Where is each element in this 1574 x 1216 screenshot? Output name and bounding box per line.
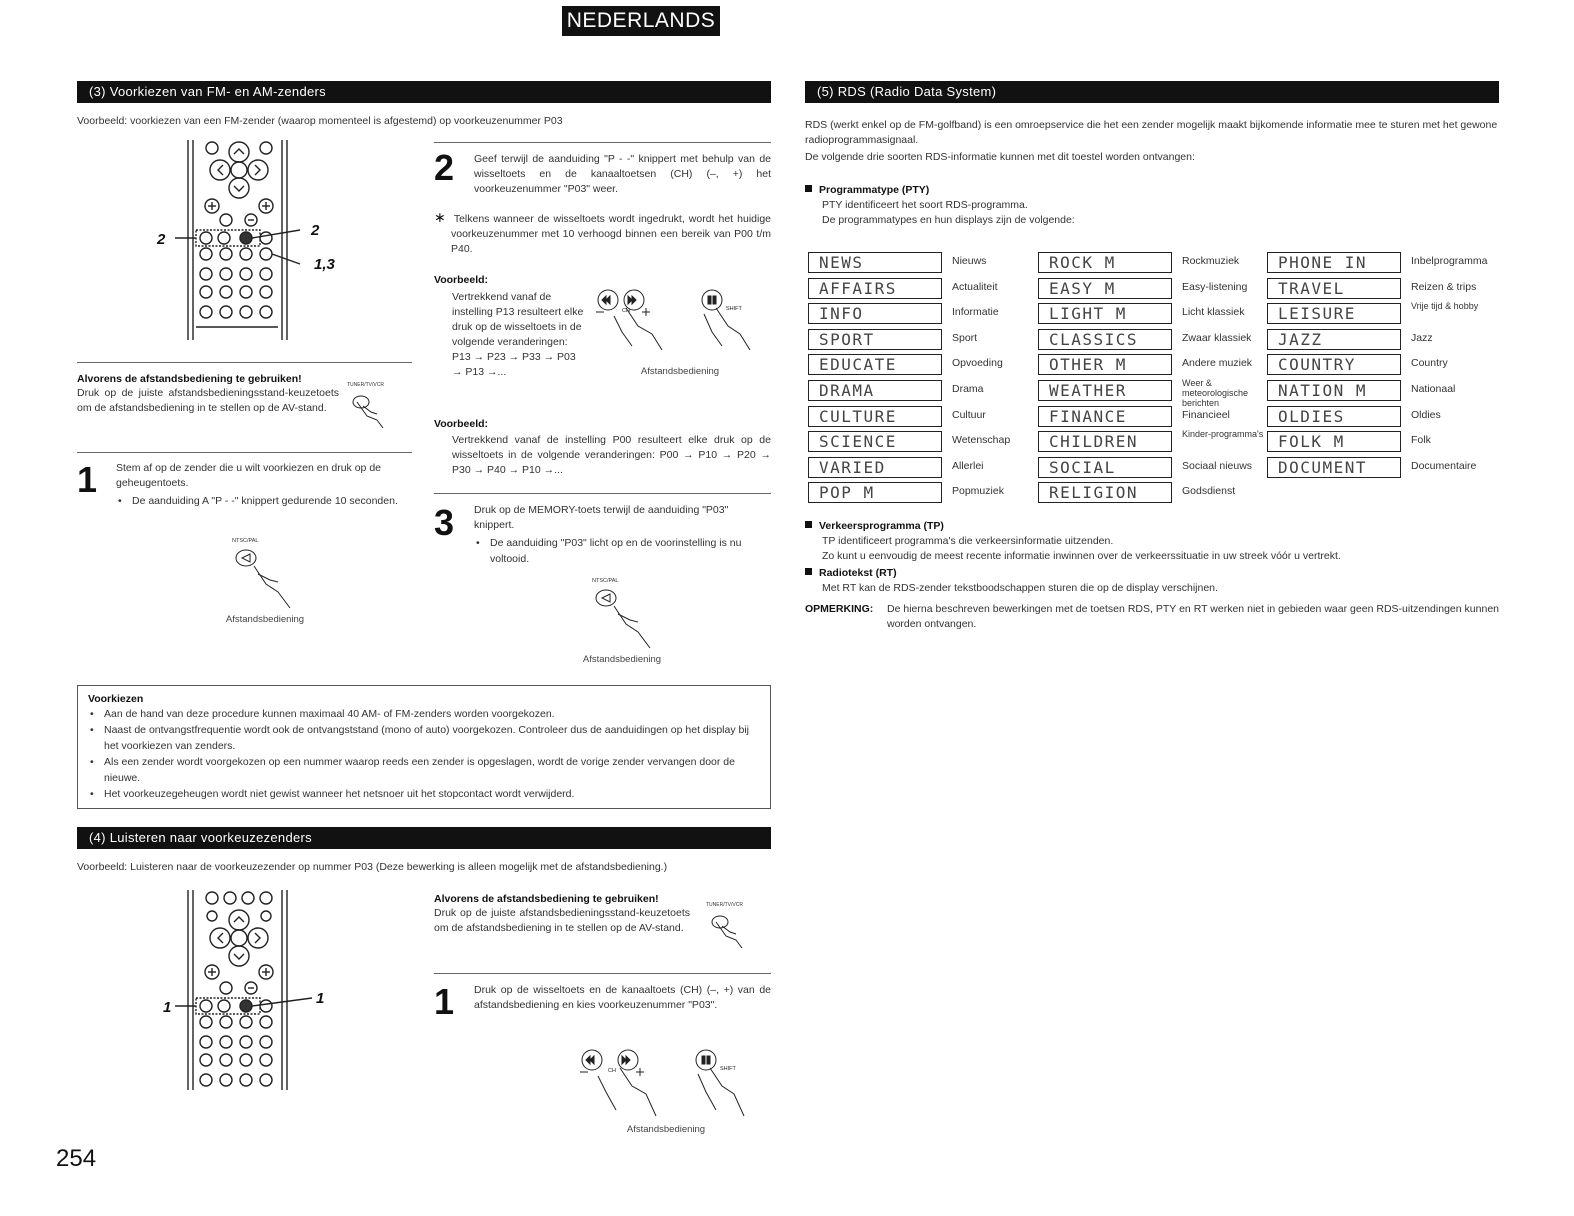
section-5-title: (5) RDS (Radio Data System) — [805, 81, 1499, 103]
pty-display: CULTURE — [808, 406, 942, 427]
memo-button-label: NTSC/PAL — [232, 538, 259, 544]
before-remote-title: Alvorens de afstandsbediening te gebruiken! — [77, 373, 302, 385]
callout-left: 1 — [163, 999, 172, 1016]
divider — [434, 973, 771, 974]
rt-title: Radiotekst (RT) — [819, 567, 897, 579]
step-1-number: 1 — [77, 459, 98, 500]
step-3-bullets — [474, 535, 771, 567]
rds-intro-2: De volgende drie soorten RDS-informatie kunnen met dit toestel worden ontvangen: — [805, 151, 1195, 163]
pty-row — [1267, 303, 1497, 325]
step-3-text: Druk op de MEMORY-toets terwijl de aanduiding "P03" knippert. — [474, 504, 729, 531]
pty-row — [1038, 354, 1268, 376]
pty-row — [808, 457, 1038, 479]
pty-row — [808, 406, 1038, 428]
step-3-number: 3 — [434, 502, 455, 543]
tuner-button-icon — [347, 382, 387, 432]
pty-row — [808, 431, 1038, 453]
tp-title: Verkeersprogramma (TP) — [819, 520, 944, 532]
language-tab: NEDERLANDS — [562, 6, 720, 36]
pty-row — [808, 482, 1038, 504]
pty-label: Easy-listening — [1182, 280, 1248, 293]
pty-display: OLDIES — [1267, 406, 1401, 427]
pty-row — [808, 354, 1038, 376]
pty-label: Andere muziek — [1182, 357, 1253, 370]
step-1-caption: Afstandsbediening — [225, 614, 305, 625]
pty-row — [1038, 406, 1268, 428]
pty-display: LIGHT M — [1038, 303, 1172, 324]
pty-row — [1267, 457, 1497, 479]
voorkiezen-note-box — [77, 685, 771, 809]
remote-control-icon — [150, 140, 370, 350]
step-2-text: Geef terwijl de aanduiding "P - -" knippert met behulp van de wisseltoets en de kanaaltoetsen (CH) (–, +) het voorkeuzenummer "P03" weer. — [474, 153, 771, 195]
pty-display: VARIED — [808, 457, 942, 478]
pty-row — [1267, 252, 1497, 274]
pty-row — [808, 303, 1038, 325]
remote-control-icon — [150, 890, 370, 1090]
callout-right: 1 — [316, 990, 325, 1007]
pty-label: Opvoeding — [952, 357, 1003, 370]
step-3-caption: Afstandsbediening — [582, 654, 662, 665]
section-3-title: (3) Voorkiezen van FM- en AM-zenders — [77, 81, 771, 103]
pty-label: Kinder-programma's — [1182, 429, 1264, 440]
pty-label: Actualiteit — [952, 280, 998, 293]
pty-heading — [805, 183, 1499, 228]
step-1-caption: Afstandsbediening — [626, 1124, 706, 1135]
pty-display: ROCK M — [1038, 252, 1172, 273]
divider — [77, 362, 412, 363]
ch-label: CH — [622, 308, 630, 314]
square-bullet-icon — [805, 185, 812, 192]
pty-display: NEWS — [808, 252, 942, 273]
voorkiezen-list — [88, 706, 760, 802]
pty-row — [808, 278, 1038, 300]
example-1-title: Voorbeeld: — [434, 274, 489, 286]
pty-row — [1267, 380, 1497, 402]
remote-illustration — [150, 140, 370, 350]
example-2-text: Vertrekkend vanaf de instelling P00 resulteert elke druk op de wisseltoets in de volgende veranderingen: P00 → P10 → P20 → P30 → P40 → P10 →... — [452, 434, 771, 476]
asterisk-icon: ∗ — [434, 209, 446, 225]
pty-row — [1038, 431, 1268, 453]
pty-row — [1267, 431, 1497, 453]
pty-display: RELIGION — [1038, 482, 1172, 503]
pty-display: POP M — [808, 482, 942, 503]
pty-display: PHONE IN — [1267, 252, 1401, 273]
pty-label: Drama — [952, 383, 984, 395]
before-remote-note — [434, 892, 704, 936]
pty-label: Folk — [1411, 434, 1431, 447]
ch-label: CH — [608, 1068, 616, 1074]
voorkiezen-title: Voorkiezen — [88, 693, 144, 705]
example-1-text: Vertrekkend vanaf de instelling P13 resulteert elke druk op de wisseltoets in de volgende veranderingen: P13 → P23 → P33 → P03 → P13 →... — [452, 291, 584, 378]
callout-right-bottom: 1,3 — [314, 256, 335, 273]
pty-display: TRAVEL — [1267, 278, 1401, 299]
callout-left: 2 — [157, 231, 166, 248]
rds-intro-1: RDS (werkt enkel op de FM-golfband) is een omroepservice die het een zender mogelijk maakt bijkomende informatie mee te sturen met het gewone radioprogrammasignaal. — [805, 119, 1498, 146]
pty-display: NATION M — [1267, 380, 1401, 401]
pty-title: Programmatype (PTY) — [819, 184, 930, 196]
step-1-number: 1 — [434, 981, 455, 1022]
pty-row — [1038, 252, 1268, 274]
memo-button-icon — [592, 578, 662, 652]
pty-display: FINANCE — [1038, 406, 1172, 427]
pty-label: Vrije tijd & hobby — [1411, 301, 1479, 312]
pty-row — [808, 329, 1038, 351]
tuner-button-label: TUNER/TV/VCR — [347, 382, 384, 388]
pty-row — [1038, 278, 1268, 300]
pty-label: Cultuur — [952, 408, 986, 421]
pty-row — [1038, 457, 1268, 479]
tuner-button-label: TUNER/TV/VCR — [706, 902, 743, 908]
before-remote-text: Druk op de juiste afstandsbedieningsstand-keuzetoets om de afstandsbediening in te stellen op de AV-stand. — [434, 907, 690, 934]
section-4-title: (4) Luisteren naar voorkeuzezenders — [77, 827, 771, 849]
pty-label: Sociaal nieuws — [1182, 459, 1253, 472]
remote-illustration — [150, 890, 370, 1090]
square-bullet-icon — [805, 568, 812, 575]
pty-label: Jazz — [1411, 331, 1433, 344]
pty-display: OTHER M — [1038, 354, 1172, 375]
step-2-asterisk-text: Telkens wanneer de wisseltoets wordt ingedrukt, wordt het huidige voorkeuzenummer met 10 verhoogd binnen een bereik van P00 t/m P40. — [451, 213, 771, 255]
pty-label: Allerlei — [952, 459, 984, 472]
tp-section — [805, 519, 1499, 596]
list-item: • Aan de hand van deze procedure kunnen maximaal 40 AM- of FM-zenders worden voorgekozen. — [88, 706, 760, 722]
memo-button-icon — [232, 538, 302, 612]
pty-label: Country — [1411, 357, 1448, 370]
pty-label: Informatie — [952, 306, 999, 319]
pty-label: Documentaire — [1411, 459, 1477, 472]
pty-display: AFFAIRS — [808, 278, 942, 299]
pty-label: Weer & meteorologische berichten — [1182, 378, 1249, 408]
pty-display: SCIENCE — [808, 431, 942, 452]
pty-display: WEATHER — [1038, 380, 1172, 401]
pty-display: DOCUMENT — [1267, 457, 1401, 478]
page-number: 254 — [56, 1145, 97, 1172]
pty-row — [1267, 278, 1497, 300]
divider — [77, 452, 412, 453]
step-1-text: Druk op de wisseltoets en de kanaaltoets (CH) (–, +) van de afstandsbediening en kies voorkeuzenummer "P03". — [474, 984, 771, 1011]
rt-line-1: Met RT kan de RDS-zender tekstboodschappen sturen die op de display verschijnen. — [822, 582, 1218, 594]
step-1-bullet: • De aanduiding A "P - -" knippert gedurende 10 seconden. — [116, 493, 412, 509]
pty-label: Inbelprogramma — [1411, 255, 1488, 267]
section-3-intro: Voorbeeld: voorkiezen van een FM-zender (waarop momenteel is afgestemd) op voorkeuzenummer P03 — [77, 115, 563, 127]
divider — [434, 142, 771, 143]
pty-display: EDUCATE — [808, 354, 942, 375]
pty-display: FOLK M — [1267, 431, 1401, 452]
step-2-number: 2 — [434, 147, 455, 188]
pty-row — [1038, 482, 1268, 504]
pty-row — [1267, 354, 1497, 376]
pty-row — [1267, 406, 1497, 428]
pty-label: Zwaar klassiek — [1182, 331, 1252, 344]
square-bullet-icon — [805, 521, 812, 528]
step-2-asterisk-note — [434, 210, 771, 257]
pty-row — [1267, 329, 1497, 351]
tp-line-2: Zo kunt u eenvoudig de meest recente informatie inwinnen over de verkeerssituatie in uw streek vóór u vertrekt. — [822, 550, 1341, 562]
pty-label: Reizen & trips — [1411, 280, 1477, 293]
pty-display: CHILDREN — [1038, 431, 1172, 452]
pty-display: LEISURE — [1267, 303, 1401, 324]
pty-label: Financieel — [1182, 408, 1230, 421]
pty-label: Licht klassiek — [1182, 306, 1245, 319]
pty-display: SOCIAL — [1038, 457, 1172, 478]
pty-display: COUNTRY — [1267, 354, 1401, 375]
section-4-intro: Voorbeeld: Luisteren naar de voorkeuzezender op nummer P03 (Deze bewerking is alleen mogelijk met de afstandsbediening.) — [77, 861, 668, 873]
shift-label: SHIFT — [726, 306, 742, 312]
step-1-bullets — [116, 493, 412, 509]
pty-label: Sport — [952, 331, 978, 344]
tuner-button-icon — [706, 902, 746, 952]
pty-label: Rockmuziek — [1182, 255, 1240, 267]
pty-line-1: PTY identificeert het soort RDS-programma. — [822, 199, 1028, 211]
pty-display: SPORT — [808, 329, 942, 350]
list-item: • Als een zender wordt voorgekozen op een nummer waarop reeds een zender is opgeslagen, wordt de vorige zender vervangen door de nieuwe. — [88, 754, 760, 786]
pty-line-2: De programmatypes en hun displays zijn de volgende: — [822, 214, 1075, 226]
pty-display: EASY M — [1038, 278, 1172, 299]
pty-display: DRAMA — [808, 380, 942, 401]
memo-button-label: NTSC/PAL — [592, 578, 619, 584]
pty-display: CLASSICS — [1038, 329, 1172, 350]
pty-row — [1038, 378, 1268, 408]
example-2-title: Voorbeeld: — [434, 418, 489, 430]
remark-label: OPMERKING: — [805, 603, 874, 615]
callout-right-top: 2 — [311, 222, 320, 239]
pty-label: Popmuziek — [952, 485, 1004, 498]
ch-shift-buttons-illustration — [576, 1046, 756, 1120]
pty-display: JAZZ — [1267, 329, 1401, 350]
list-item: • Naast de ontvangstfrequentie wordt ook de ontvangststand (mono of auto) voorgekozen. Controleer dus de aanduidingen op het display bij het voorkiezen van zenders. — [88, 722, 760, 754]
pty-display: INFO — [808, 303, 942, 324]
list-item: • Het voorkeuzegeheugen wordt niet gewist wanneer het netsnoer uit het stopcontact wordt verwijderd. — [88, 786, 760, 802]
step-1-text: Stem af op de zender die u wilt voorkiezen en druk op de geheugentoets. — [116, 462, 381, 489]
pty-row — [808, 380, 1038, 402]
ch-shift-buttons-illustration — [592, 286, 772, 366]
remark-text: De hierna beschreven bewerkingen met de toetsen RDS, PTY en RT werken niet in gebieden waar geen RDS-uitzendingen kunnen worden ontvangen. — [887, 603, 1499, 630]
divider — [434, 493, 771, 494]
pty-row — [1038, 303, 1268, 325]
shift-label: SHIFT — [720, 1066, 736, 1072]
step-2-caption: Afstandsbediening — [640, 366, 720, 377]
pty-label: Nieuws — [952, 255, 987, 267]
pty-label: Wetenschap — [952, 434, 1011, 447]
before-remote-text: Druk op de juiste afstandsbedieningsstand-keuzetoets om de afstandsbediening in te stellen op de AV-stand. — [77, 387, 339, 414]
pty-label: Nationaal — [1411, 383, 1456, 395]
pty-label: Godsdienst — [1182, 485, 1236, 498]
pty-label: Oldies — [1411, 408, 1441, 421]
step-3-bullet: • De aanduiding "P03" licht op en de voorinstelling is nu voltooid. — [474, 535, 771, 567]
tp-line-1: TP identificeert programma's die verkeersinformatie uitzenden. — [822, 535, 1114, 547]
before-remote-title: Alvorens de afstandsbediening te gebruiken! — [434, 893, 659, 905]
pty-row — [1038, 329, 1268, 351]
pty-row — [808, 252, 1038, 274]
